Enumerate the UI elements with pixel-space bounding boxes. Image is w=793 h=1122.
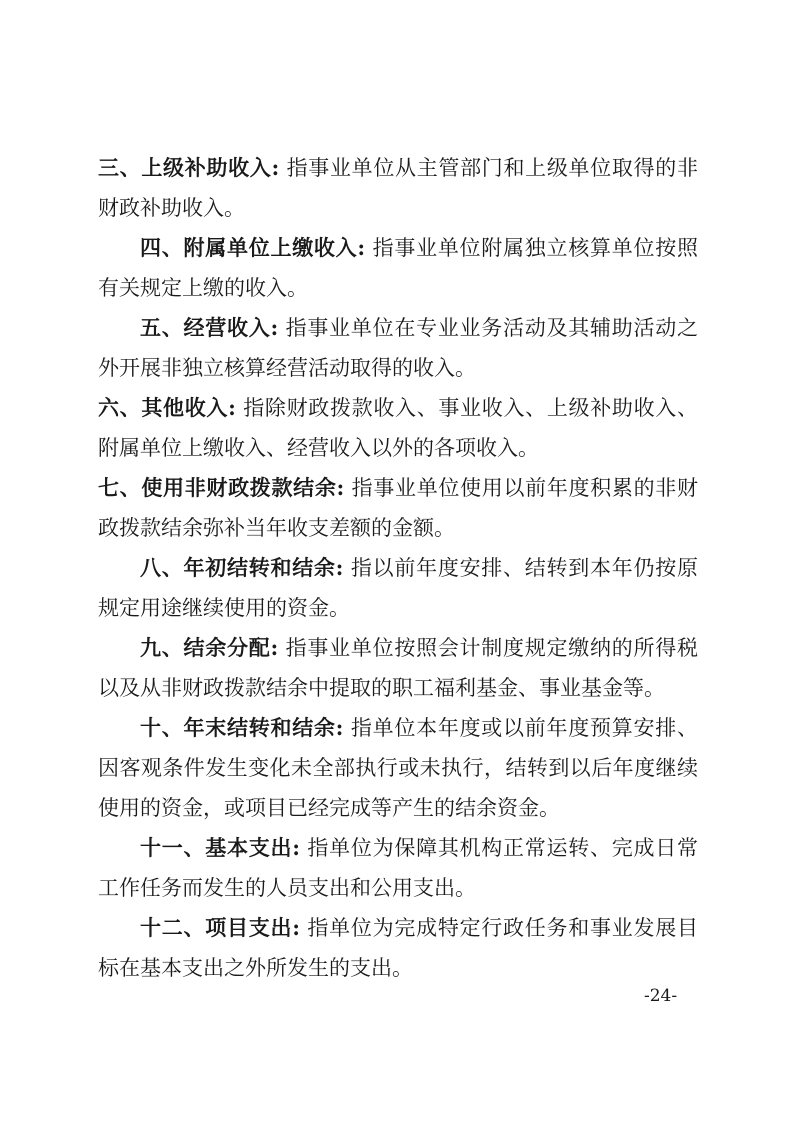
term-label: 七、使用非财政拨款结余: [98, 475, 345, 500]
term-label: 九、结余分配: [140, 635, 279, 660]
term-definition: 指单位为完成特定行政任务和事业发展目标在基本支出之外所发生的支出。 [98, 916, 698, 980]
term-label: 六、其他收入: [98, 395, 236, 420]
paragraph-balance-distribution [98, 628, 698, 708]
paragraph-affiliated-unit-income [98, 228, 698, 308]
term-label: 十二、项目支出: [140, 915, 300, 940]
paragraph-beginning-carryover [98, 548, 698, 628]
term-label: 十、年末结转和结余: [140, 715, 344, 740]
term-definition: 指事业单位按照会计制度规定缴纳的所得税以及从非财政拨款结余中提取的职工福利基金、事业基金等。 [98, 636, 698, 700]
paragraph-year-end-carryover [98, 708, 698, 828]
term-definition: 指单位本年度或以前年度预算安排、因客观条件发生变化未全部执行或未执行，结转到以后年度继续使用的资金，或项目已经完成等产生的结余资金。 [98, 716, 698, 820]
term-definition: 指事业单位使用以前年度积累的非财政拨款结余弥补当年收支差额的金额。 [98, 476, 698, 540]
paragraph-basic-expenditure [98, 828, 698, 908]
term-definition: 指事业单位在专业业务活动及其辅助活动之外开展非独立核算经营活动取得的收入。 [98, 316, 698, 380]
paragraph-project-expenditure [98, 908, 698, 988]
paragraph-operating-income [98, 308, 698, 388]
term-definition: 指事业单位从主管部门和上级单位取得的非财政补助收入。 [98, 156, 698, 220]
term-label: 三、上级补助收入: [98, 155, 280, 180]
document-body [98, 148, 698, 988]
term-label: 十一、基本支出: [140, 835, 300, 860]
paragraph-other-income [98, 388, 698, 468]
term-definition: 指以前年度安排、结转到本年仍按原规定用途继续使用的资金。 [98, 556, 698, 620]
term-label: 四、附属单位上缴收入: [140, 235, 366, 260]
paragraph-upper-subsidy-income [98, 148, 698, 228]
term-label: 五、经营收入: [140, 315, 279, 340]
term-definition: 指事业单位附属独立核算单位按照有关规定上缴的收入。 [98, 236, 698, 300]
term-label: 八、年初结转和结余: [140, 555, 344, 580]
term-definition: 指除财政拨款收入、事业收入、上级补助收入、附属单位上缴收入、经营收入以外的各项收入。 [98, 396, 698, 460]
page-number: -24- [644, 986, 678, 1006]
term-definition: 指单位为保障其机构正常运转、完成日常工作任务而发生的人员支出和公用支出。 [98, 836, 698, 900]
paragraph-non-fiscal-balance-use [98, 468, 698, 548]
